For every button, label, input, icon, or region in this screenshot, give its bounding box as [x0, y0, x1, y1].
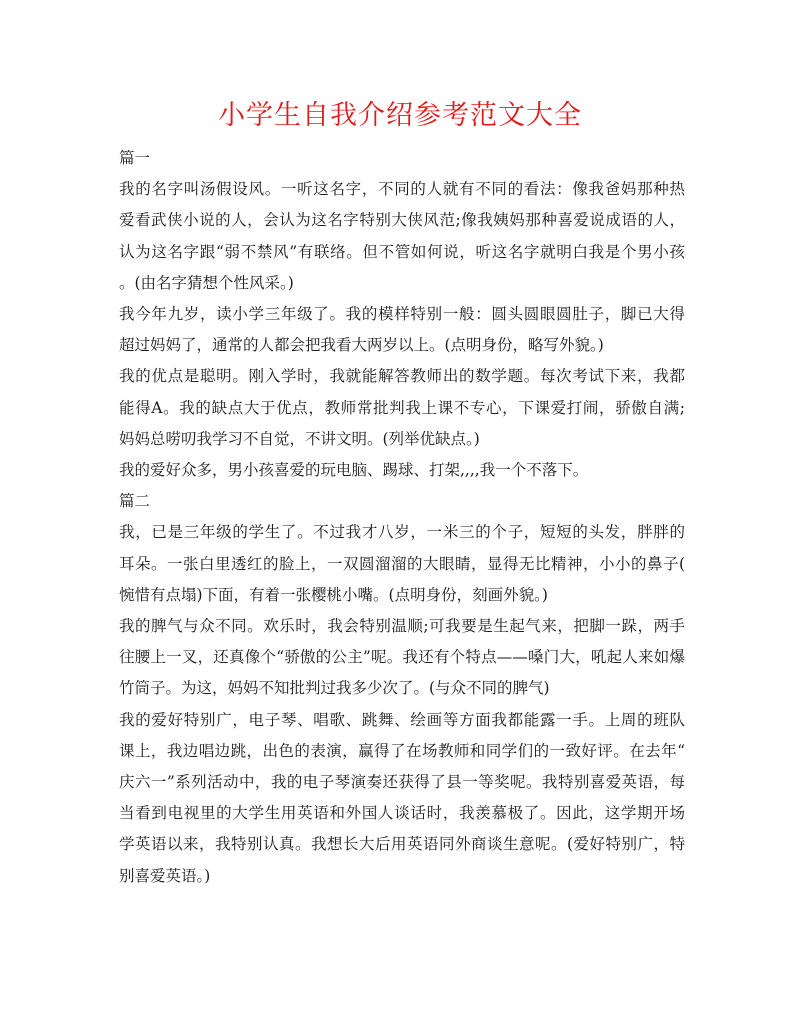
paragraph [119, 517, 685, 611]
text-line: 往腰上一叉，还真像个“骄傲的公主”呢。我还有个特点——嗓门大，吼起人来如爆 [119, 648, 685, 667]
text-line: 课上，我边唱边跳，出色的表演，赢得了在场教师和同学们的一致好评。在去年“ [119, 741, 685, 760]
text-line: 竹筒子。为这，妈妈不知批判过我多少次了。(与众不同的脾气) [119, 679, 550, 698]
text-line: 我今年九岁，读小学三年级了。我的模样特别一般：圆头圆眼圆肚子，脚已大得 [119, 305, 685, 324]
text-line: 我，已是三年级的学生了。不过我才八岁，一米三的个子，短短的头发，胖胖的 [119, 523, 685, 542]
text-line: 能得A。我的缺点大于优点，教师常批判我上课不专心，下课爱打闹，骄傲自满; [119, 398, 685, 417]
text-line: 惋惜有点塌)下面，有着一张樱桃小嘴。(点明身份，刻画外貌。) [119, 585, 548, 604]
text-line: 别喜爱英语。) [119, 866, 211, 885]
text-line: 庆六一”系列活动中，我的电子琴演奏还获得了县一等奖呢。我特别喜爱英语，每 [119, 773, 685, 792]
paragraph [119, 299, 685, 361]
text-line: 。(由名字猜想个性风采。) [119, 273, 294, 292]
text-line: 我的脾气与众不同。欢乐时，我会特别温顺;可我要是生起气来，把脚一跺，两手 [119, 617, 685, 636]
text-line: 我的名字叫汤假设风。一听这名字，不同的人就有不同的看法：像我爸妈那种热 [119, 180, 685, 199]
section-heading-2: 篇二 [119, 492, 151, 511]
text-line: 耳朵。一张白里透红的脸上，一双圆溜溜的大眼睛，显得无比精神，小小的鼻子( [119, 554, 685, 573]
text-line: 学英语以来，我特别认真。我想长大后用英语同外商谈生意呢。(爱好特别广，特 [119, 835, 685, 854]
paragraph [119, 705, 685, 892]
paragraph [119, 174, 685, 299]
document-body [119, 143, 685, 892]
text-line: 我的优点是聪明。刚入学时，我就能解答教师出的数学题。每次考试下来，我都 [119, 367, 685, 386]
text-line: 我的爱好特别广，电子琴、唱歌、跳舞、绘画等方面我都能露一手。上周的班队 [119, 710, 685, 729]
text-line: 爱看武侠小说的人，会认为这名字特别大侠风范;像我姨妈那种喜爱说成语的人， [119, 211, 685, 230]
paragraph [119, 361, 685, 455]
paragraph [119, 455, 685, 486]
text-line: 我的爱好众多，男小孩喜爱的玩电脑、踢球、打架,,,,我一个不落下。 [119, 461, 589, 480]
section-heading-1: 篇一 [119, 149, 151, 167]
text-line: 认为这名字跟“弱不禁风”有联络。但不管如何说，听这名字就明白我是个男小孩 [119, 242, 685, 261]
text-line: 超过妈妈了，通常的人都会把我看大两岁以上。(点明身份，略写外貌。) [119, 336, 604, 355]
text-line: 妈妈总唠叨我学习不自觉，不讲文明。(列举优缺点。) [119, 429, 480, 448]
text-line: 当看到电视里的大学生用英语和外国人谈话时，我羡慕极了。因此，这学期开场 [119, 804, 685, 823]
document-title: 小学生自我介绍参考范文大全 [218, 100, 582, 131]
paragraph [119, 611, 685, 705]
